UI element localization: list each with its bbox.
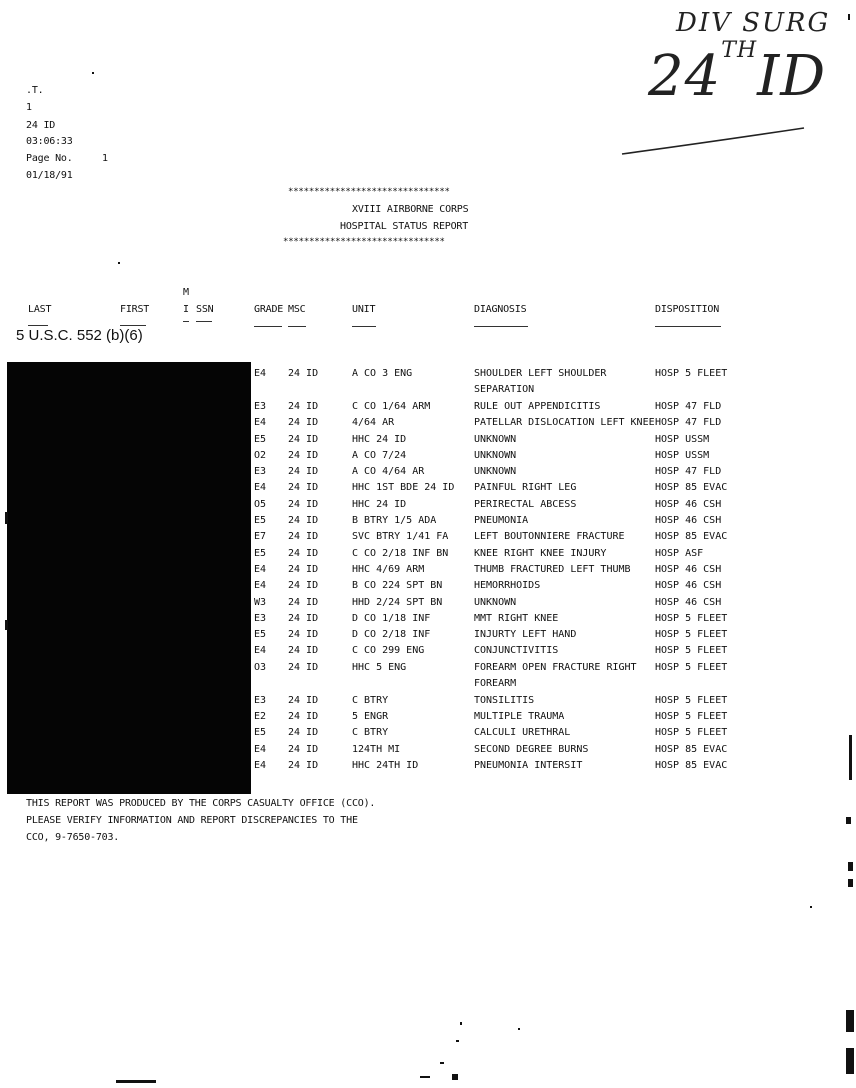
foia-exemption-label: 5 U.S.C. 552 (b)(6) [16,327,143,344]
col-msc: MSC [288,304,306,315]
cell-grade: W3 [254,596,267,608]
cell-disposition: HOSP 46 CSH [655,498,722,510]
cell-diagnosis-continued: SEPARATION [474,384,535,395]
cell-msc: 24 ID [288,612,319,624]
cell-diagnosis: MULTIPLE TRAUMA [474,711,565,723]
footer-line3: CCO, 9-7650-703. [26,832,120,843]
underline-diagnosis [474,326,528,327]
cell-disposition: HOSP 5 FLEET [655,661,728,673]
cell-disposition: HOSP 46 CSH [655,563,722,575]
cell-unit: SVC BTRY 1/41 FA [352,531,449,543]
cell-disposition: HOSP USSM [655,449,710,461]
cell-grade: O5 [254,498,267,510]
cell-unit: A CO 3 ENG [352,368,413,379]
scan-mark [848,862,853,871]
cell-msc: 24 ID [288,547,319,559]
scan-mark [420,1076,430,1078]
underline-ssn [196,321,212,322]
cell-unit: B BTRY 1/5 ADA [352,515,437,527]
cell-disposition: HOSP 5 FLEET [655,645,728,657]
cell-unit: HHC 1ST BDE 24 ID [352,482,455,494]
cell-diagnosis: KNEE RIGHT KNEE INJURY [474,547,607,559]
cell-diagnosis: UNKNOWN [474,596,517,608]
underline-unit [352,326,376,327]
scan-mark [518,1028,520,1030]
cell-disposition: HOSP 47 FLD [655,417,722,429]
cell-unit: C CO 1/64 ARM [352,401,431,412]
footer-line1: THIS REPORT WAS PRODUCED BY THE CORPS CASUALTY OFFICE (CCO). [26,798,376,809]
scan-mark [456,1040,459,1042]
scan-mark [5,512,8,524]
cell-disposition: HOSP 5 FLEET [655,711,728,723]
cell-grade: E3 [254,694,267,706]
cell-msc: 24 ID [288,645,319,657]
cell-grade: O3 [254,661,267,673]
cell-unit: A CO 7/24 [352,449,407,461]
cell-grade: E5 [254,515,267,527]
cell-unit: B CO 224 SPT BN [352,580,443,592]
cell-disposition: HOSP 47 FLD [655,466,722,478]
cell-msc: 24 ID [288,466,319,478]
scan-mark [452,1074,458,1080]
underline-mi [183,321,189,322]
meta-line1: .T. [26,85,44,96]
cell-msc: 24 ID [288,368,319,379]
meta-page-number: 1 [102,153,108,164]
cell-grade: O2 [254,449,267,461]
cell-grade: E4 [254,580,267,592]
cell-diagnosis: SHOULDER LEFT SHOULDER [474,368,607,379]
cell-disposition: HOSP 5 FLEET [655,629,728,641]
cell-msc: 24 ID [288,727,319,739]
scan-mark [5,620,8,630]
cell-grade: E3 [254,466,267,478]
cell-grade: E4 [254,743,267,755]
cell-unit: HHC 24 ID [352,498,407,510]
col-diagnosis: DIAGNOSIS [474,304,527,315]
header-stars-top: ******************************* [288,187,450,197]
cell-msc: 24 ID [288,580,319,592]
cell-disposition: HOSP 85 EVAC [655,743,728,755]
cell-grade: E2 [254,711,267,723]
cell-disposition: HOSP 46 CSH [655,515,722,527]
cell-unit: HHC 5 ENG [352,661,407,673]
cell-diagnosis: CALCULI URETHRAL [474,727,571,739]
cell-diagnosis: PNEUMONIA INTERSIT [474,759,583,771]
underline-last [28,325,48,326]
cell-msc: 24 ID [288,417,319,429]
cell-msc: 24 ID [288,482,319,494]
cell-unit: D CO 2/18 INF [352,629,431,641]
cell-grade: E4 [254,417,267,429]
cell-grade: E5 [254,629,267,641]
cell-diagnosis: LEFT BOUTONNIERE FRACTURE [474,531,625,543]
cell-grade: E3 [254,612,267,624]
cell-diagnosis: FOREARM OPEN FRACTURE RIGHT [474,661,637,673]
cell-grade: E4 [254,759,267,771]
cell-msc: 24 ID [288,498,319,510]
cell-msc: 24 ID [288,515,319,527]
scan-mark [118,262,120,264]
scan-mark [92,72,94,74]
cell-disposition: HOSP 47 FLD [655,401,722,412]
header-stars-bottom: ******************************* [283,237,445,247]
underline-msc [288,326,306,327]
cell-msc: 24 ID [288,401,319,412]
handwritten-note-line2 [648,38,827,109]
cell-disposition: HOSP USSM [655,433,710,445]
col-grade: GRADE [254,304,284,315]
cell-diagnosis: MMT RIGHT KNEE [474,612,559,624]
scan-mark [440,1062,444,1064]
scan-mark [846,1010,854,1032]
col-mi: I [183,304,189,315]
cell-unit: C CO 2/18 INF BN [352,547,449,559]
cell-unit: C BTRY [352,727,389,739]
cell-grade: E5 [254,433,267,445]
cell-diagnosis: INJURTY LEFT HAND [474,629,577,641]
col-mi-top: M [183,287,189,298]
underline-disposition [655,326,721,327]
handwritten-th: TH [721,38,758,63]
cell-msc: 24 ID [288,449,319,461]
cell-disposition: HOSP 5 FLEET [655,694,728,706]
cell-diagnosis: HEMORRHOIDS [474,580,541,592]
handwritten-underline [620,122,810,162]
meta-unit: 24 ID [26,120,56,131]
cell-disposition: HOSP 85 EVAC [655,531,728,543]
col-disposition: DISPOSITION [655,304,720,315]
cell-disposition: HOSP 46 CSH [655,596,722,608]
cell-disposition: HOSP 85 EVAC [655,482,728,494]
cell-grade: E4 [254,563,267,575]
cell-unit: C BTRY [352,694,389,706]
cell-msc: 24 ID [288,759,319,771]
col-first: FIRST [120,304,150,315]
scan-mark [849,735,852,780]
underline-first [120,325,146,326]
cell-msc: 24 ID [288,743,319,755]
cell-diagnosis: PERIRECTAL ABCESS [474,498,577,510]
cell-diagnosis: TONSILITIS [474,694,535,706]
cell-unit: 5 ENGR [352,711,389,723]
header-org: XVIII AIRBORNE CORPS [352,204,469,215]
meta-page-label: Page No. [26,153,73,164]
redaction-block [7,362,251,794]
scan-mark [848,14,850,20]
col-ssn: SSN [196,304,214,315]
cell-unit: HHD 2/24 SPT BN [352,596,443,608]
cell-diagnosis: SECOND DEGREE BURNS [474,743,589,755]
cell-msc: 24 ID [288,563,319,575]
cell-diagnosis: RULE OUT APPENDICITIS [474,401,601,412]
cell-diagnosis: UNKNOWN [474,449,517,461]
cell-msc: 24 ID [288,711,319,723]
cell-unit: 124TH MI [352,743,401,755]
cell-grade: E4 [254,645,267,657]
cell-disposition: HOSP 5 FLEET [655,612,728,624]
cell-msc: 24 ID [288,694,319,706]
cell-unit: 4/64 AR [352,417,395,429]
cell-disposition: HOSP 46 CSH [655,580,722,592]
cell-diagnosis: PATELLAR DISLOCATION LEFT KNEE [474,417,655,429]
cell-grade: E4 [254,482,267,494]
cell-grade: E5 [254,547,267,559]
cell-diagnosis-continued: FOREARM [474,677,517,689]
cell-msc: 24 ID [288,661,319,673]
cell-grade: E5 [254,727,267,739]
cell-unit: HHC 24 ID [352,433,407,445]
meta-time: 03:06:33 [26,136,73,147]
cell-diagnosis: UNKNOWN [474,433,517,445]
cell-grade: E7 [254,531,267,543]
cell-unit: HHC 24TH ID [352,759,419,771]
cell-diagnosis: PAINFUL RIGHT LEG [474,482,577,494]
cell-msc: 24 ID [288,531,319,543]
cell-grade: E3 [254,401,267,412]
underline-grade [254,326,282,327]
handwritten-note-line1: DIV SURG [676,8,831,38]
cell-disposition: HOSP 5 FLEET [655,727,728,739]
cell-grade: E4 [254,368,267,379]
cell-unit: HHC 4/69 ARM [352,563,425,575]
cell-msc: 24 ID [288,629,319,641]
handwritten-24: 24 [648,44,722,109]
handwritten-id: ID [757,44,827,109]
meta-line2: 1 [26,102,32,113]
scan-mark [846,1048,854,1074]
meta-date: 01/18/91 [26,170,73,181]
cell-diagnosis: CONJUNCTIVITIS [474,645,559,657]
cell-disposition: HOSP 5 FLEET [655,368,728,379]
cell-diagnosis: PNEUMONIA [474,515,529,527]
header-title: HOSPITAL STATUS REPORT [340,221,469,232]
cell-unit: A CO 4/64 AR [352,466,425,478]
cell-msc: 24 ID [288,433,319,445]
col-unit: UNIT [352,304,376,315]
cell-disposition: HOSP 85 EVAC [655,759,728,771]
scan-mark [848,879,853,887]
cell-disposition: HOSP ASF [655,547,704,559]
cell-msc: 24 ID [288,596,319,608]
scan-mark [846,817,851,824]
scan-mark [460,1022,462,1025]
footer-line2: PLEASE VERIFY INFORMATION AND REPORT DISCREPANCIES TO THE [26,815,358,826]
scan-mark [810,906,812,908]
cell-unit: C CO 299 ENG [352,645,425,657]
cell-unit: D CO 1/18 INF [352,612,431,624]
cell-diagnosis: THUMB FRACTURED LEFT THUMB [474,563,631,575]
scan-mark [116,1080,156,1083]
cell-diagnosis: UNKNOWN [474,466,517,478]
col-last: LAST [28,304,52,315]
